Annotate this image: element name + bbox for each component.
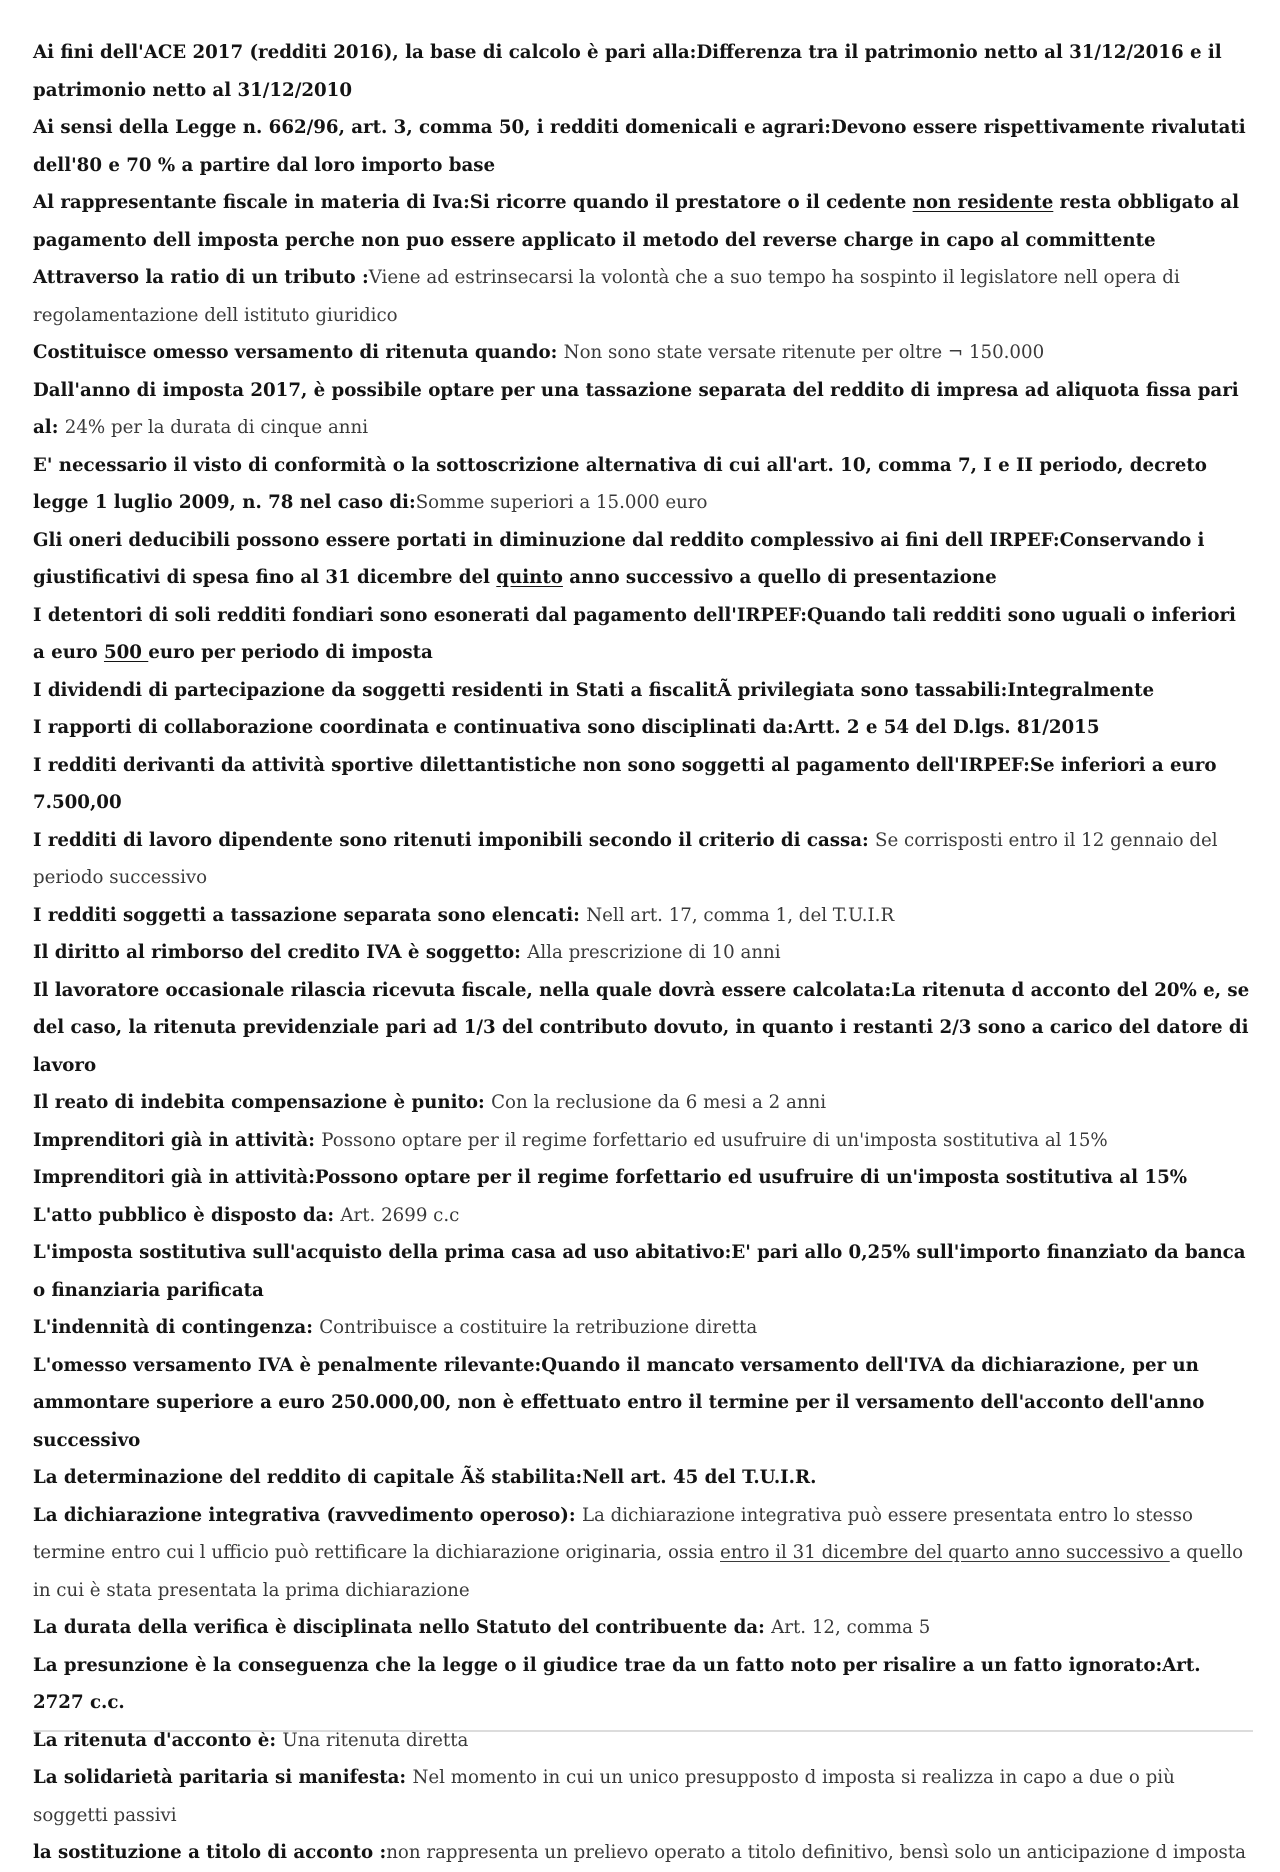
qa-entry [33, 1647, 1253, 1722]
answer-text: Se corrisposti entro il 12 gennaio del periodo successivo [33, 829, 1218, 888]
answer-text: Con la reclusione da 6 mesi a 2 anni [491, 1092, 827, 1113]
question-text: I redditi derivanti da attività sportive dilettantistiche non sono soggetti al pagamento dell'IRPEF: [33, 754, 1030, 776]
qa-entry [33, 522, 1253, 597]
question-text: Ai fini dell'ACE 2017 (redditi 2016), la base di calcolo è pari alla: [33, 42, 697, 63]
question-text: I dividendi di partecipazione da soggetti residenti in Stati a fiscalitÃ privilegiata sono tassabili: [33, 679, 1008, 701]
answer-text: Conservando i giustificativi di spesa fino al 31 dicembre del [33, 529, 1205, 588]
qa-entry [33, 822, 1253, 897]
question-text: Costituisce omesso versamento di ritenuta quando: [33, 342, 564, 363]
answer-underlined-text: entro il 31 dicembre del quarto anno successivo [720, 1542, 1170, 1563]
qa-entry [33, 1609, 1253, 1647]
answer-text: Artt. 2 e 54 del D.lgs. 81/2015 [793, 717, 1100, 738]
qa-entry [33, 1759, 1253, 1834]
qa-entry [33, 597, 1253, 672]
qa-entry [33, 747, 1253, 822]
question-text: I redditi di lavoro dipendente sono ritenuti imponibili secondo il criterio di cassa: [33, 829, 876, 851]
qa-entry [33, 897, 1253, 935]
answer-text: Una ritenuta diretta [282, 1729, 469, 1751]
document-body [33, 34, 1253, 1872]
question-text: La solidarietà paritaria si manifesta: [33, 1767, 413, 1788]
answer-text: Devono essere rispettivamente rivalutati dell'80 e 70 % a partire dal loro importo base [33, 117, 1246, 176]
answer-text: Differenza tra il patrimonio netto al 31/12/2016 e il patrimonio netto al 31/12/2010 [33, 42, 1222, 101]
answer-text: Se inferiori a euro 7.500,00 [33, 754, 1217, 813]
answer-text: Art. 12, comma 5 [771, 1617, 931, 1638]
qa-entry [33, 184, 1253, 259]
qa-entry [33, 372, 1253, 447]
question-text: La presunzione è la conseguenza che la legge o il giudice trae da un fatto noto per risalire a un fatto ignorato: [33, 1654, 1163, 1676]
qa-entry [33, 1122, 1253, 1160]
answer-text: Nel momento in cui un unico presupposto d imposta si realizza in capo a due o più soggetti passivi [33, 1767, 1175, 1826]
answer-text: Art. 2727 c.c. [33, 1654, 1201, 1713]
answer-text: a quello in cui è stata presentata la prima dichiarazione [33, 1542, 1244, 1601]
answer-text: resta obbligato al pagamento dell imposta perche non puo essere applicato il metodo del reverse charge in capo al committente [33, 192, 1239, 251]
qa-entry [33, 1234, 1253, 1309]
question-text: L'atto pubblico è disposto da: [33, 1204, 341, 1226]
answer-text: non rappresenta un prelievo operato a titolo definitivo, bensì solo un anticipazione d imposta [386, 1842, 1247, 1863]
answer-text: Art. 2699 c.c [340, 1204, 460, 1226]
question-text: I redditi soggetti a tassazione separata sono elencati: [33, 904, 587, 926]
question-text: La determinazione del reddito di capitale Ãš stabilita: [33, 1467, 583, 1488]
qa-entry [33, 1834, 1253, 1872]
qa-entry [33, 709, 1253, 747]
answer-underlined-text: non residente [912, 192, 1054, 213]
answer-text: Nell art. 45 del T.U.I.R. [582, 1467, 817, 1488]
answer-text: 24% per la durata di cinque anni [64, 417, 369, 438]
answer-text: La dichiarazione integrativa può essere presentata entro lo stesso termine entro cui l ufficio può rettificare la dichiarazione originaria, ossia [33, 1504, 1193, 1563]
qa-entry [33, 1309, 1253, 1347]
qa-entry [33, 259, 1253, 334]
qa-entry [33, 934, 1253, 972]
qa-entry [33, 1497, 1253, 1610]
answer-text: E' pari allo 0,25% sull'importo finanziato da banca o finanziaria parificata [33, 1242, 1246, 1301]
question-text: Il reato di indebita compensazione è punito: [33, 1092, 492, 1113]
qa-entry [33, 1159, 1253, 1197]
question-text: I detentori di soli redditi fondiari sono esonerati dal pagamento dell'IRPEF: [33, 604, 807, 626]
qa-entry [33, 447, 1253, 522]
question-text: Al rappresentante fiscale in materia di Iva: [33, 192, 470, 213]
answer-text: Possono optare per il regime forfettario ed usufruire di un'imposta sostitutiva al 15% [321, 1129, 1108, 1151]
answer-text: Si ricorre quando il prestatore o il cedente [469, 192, 913, 213]
answer-text: Nell art. 17, comma 1, del T.U.I.R [586, 904, 895, 926]
answer-text: La ritenuta d acconto del 20% e, se del caso, la ritenuta previdenziale pari ad 1/3 del contributo dovuto, in quanto i restanti 2/3 sono a carico del datore di lavoro [33, 979, 1250, 1076]
answer-text: Quando il mancato versamento dell'IVA da dichiarazione, per un ammontare superiore a euro 250.000,00, non è effettuato entro il termine per il versamento dell'acconto dell'anno successivo [33, 1354, 1205, 1451]
qa-entry [33, 972, 1253, 1085]
question-text: L'omesso versamento IVA è penalmente rilevante: [33, 1354, 542, 1376]
answer-text: Viene ad estrinsecarsi la volontà che a suo tempo ha sospinto il legislatore nell opera di regolamentazione dell istituto giuridico [33, 267, 1180, 326]
qa-entry [33, 1459, 1253, 1497]
question-text: Il lavoratore occasionale rilascia ricevuta fiscale, nella quale dovrà essere calcolata: [33, 979, 892, 1001]
answer-text: anno successivo a quello di presentazione [562, 567, 997, 588]
answer-text: Contribuisce a costituire la retribuzione diretta [319, 1317, 758, 1338]
question-text: Imprenditori già in attività: [33, 1129, 322, 1151]
question-text: Dall'anno di imposta 2017, è possibile optare per una tassazione separata del reddito di impresa ad aliquota fissa pari al: [33, 379, 1239, 438]
question-text: Il diritto al rimborso del credito IVA è soggetto: [33, 942, 528, 963]
qa-entry [33, 34, 1253, 109]
bottom-divider [33, 1730, 1253, 1732]
answer-text: Alla prescrizione di 10 anni [527, 942, 781, 963]
answer-text: Integralmente [1007, 679, 1155, 701]
qa-entry [33, 109, 1253, 184]
answer-text: euro per periodo di imposta [148, 642, 433, 663]
question-text: La durata della verifica è disciplinata nello Statuto del contribuente da: [33, 1617, 772, 1638]
qa-entry [33, 1347, 1253, 1460]
question-text: Gli oneri deducibili possono essere portati in diminuzione dal reddito complessivo ai fini dell IRPEF: [33, 529, 1060, 551]
qa-entry [33, 1197, 1253, 1235]
question-text: I rapporti di collaborazione coordinata e continuativa sono disciplinati da: [33, 717, 794, 738]
question-text: E' necessario il visto di conformità o la sottoscrizione alternativa di cui all'art. 10, comma 7, I e II periodo, decreto legge 1 luglio 2009, n. 78 nel caso di: [33, 454, 1207, 513]
answer-text: Quando tali redditi sono uguali o inferiori a euro [33, 604, 1236, 663]
answer-underlined-text: 500 [103, 642, 149, 663]
question-text: L'imposta sostitutiva sull'acquisto della prima casa ad uso abitativo: [33, 1242, 732, 1263]
answer-text: Somme superiori a 15.000 euro [415, 492, 708, 513]
question-text: Ai sensi della Legge n. 662/96, art. 3, comma 50, i redditi domenicali e agrari: [33, 117, 831, 138]
answer-text: Non sono state versate ritenute per oltre ¬ 150.000 [563, 342, 1045, 363]
qa-entry [33, 334, 1253, 372]
question-text: La dichiarazione integrativa (ravvedimento operoso): [33, 1504, 582, 1526]
answer-text: Possono optare per il regime forfettario ed usufruire di un'imposta sostitutiva al 15% [314, 1167, 1188, 1188]
qa-entry [33, 1084, 1253, 1122]
question-text: la sostituzione a titolo di acconto : [33, 1842, 387, 1863]
question-text: La ritenuta d'acconto è: [33, 1729, 283, 1751]
question-text: Attraverso la ratio di un tributo : [33, 267, 369, 288]
answer-underlined-text: quinto [496, 567, 563, 588]
qa-entry [33, 672, 1253, 710]
qa-entry [33, 1722, 1253, 1760]
question-text: L'indennità di contingenza: [33, 1317, 320, 1338]
question-text: Imprenditori già in attività: [33, 1167, 315, 1188]
